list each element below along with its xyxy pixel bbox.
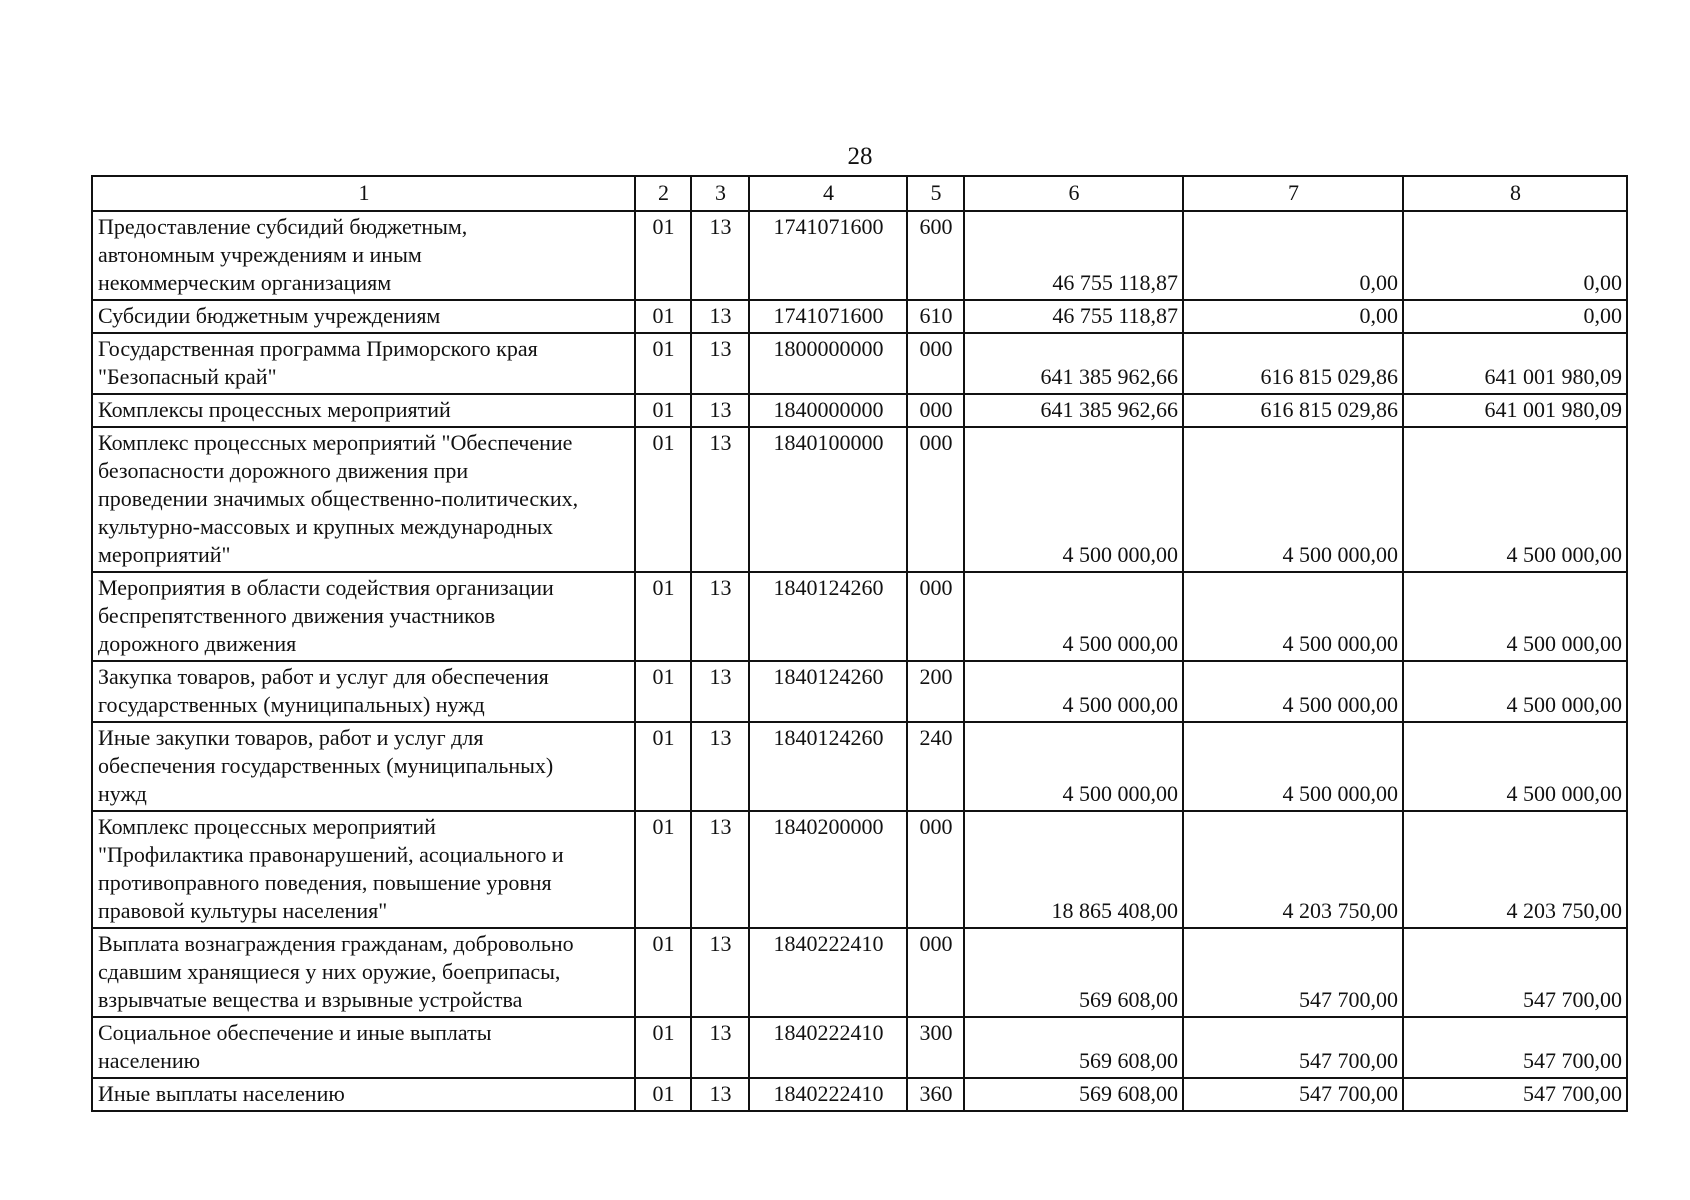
table-row xyxy=(92,722,1627,811)
target-article-cell: 1840000000 xyxy=(749,394,907,427)
header-cell: 4 xyxy=(749,176,907,211)
amount-col7-cell: 0,00 xyxy=(1183,211,1403,300)
amount-col7-cell: 4 500 000,00 xyxy=(1183,427,1403,572)
amount-col6-cell: 4 500 000,00 xyxy=(964,661,1183,722)
subsection-code-cell: 13 xyxy=(691,572,749,661)
table-header-row xyxy=(92,176,1627,211)
section-code-cell: 01 xyxy=(635,211,691,300)
expense-type-cell: 000 xyxy=(907,928,964,1017)
amount-col7-cell: 4 500 000,00 xyxy=(1183,722,1403,811)
target-article-cell: 1840222410 xyxy=(749,928,907,1017)
subsection-code-cell: 13 xyxy=(691,211,749,300)
subsection-code-cell: 13 xyxy=(691,394,749,427)
row-name-cell: Комплекс процессных мероприятий "Профилактика правонарушений, асоциального и противоправного поведения, повышение уровня правовой культуры населения" xyxy=(92,811,635,928)
expense-type-cell: 000 xyxy=(907,333,964,394)
subsection-code-cell: 13 xyxy=(691,427,749,572)
header-cell: 3 xyxy=(691,176,749,211)
header-cell: 7 xyxy=(1183,176,1403,211)
target-article-cell: 1741071600 xyxy=(749,300,907,333)
table-row xyxy=(92,811,1627,928)
section-code-cell: 01 xyxy=(635,811,691,928)
section-code-cell: 01 xyxy=(635,928,691,1017)
amount-col8-cell: 641 001 980,09 xyxy=(1403,333,1627,394)
row-name-cell: Субсидии бюджетным учреждениям xyxy=(92,300,635,333)
amount-col6-cell: 569 608,00 xyxy=(964,1078,1183,1111)
row-name-cell: Предоставление субсидий бюджетным, автономным учреждениям и иным некоммерческим организациям xyxy=(92,211,635,300)
table-row xyxy=(92,928,1627,1017)
subsection-code-cell: 13 xyxy=(691,928,749,1017)
row-name-cell: Закупка товаров, работ и услуг для обеспечения государственных (муниципальных) нужд xyxy=(92,661,635,722)
page-number: 28 xyxy=(847,143,873,170)
amount-col6-cell: 46 755 118,87 xyxy=(964,300,1183,333)
amount-col8-cell: 547 700,00 xyxy=(1403,928,1627,1017)
table-row xyxy=(92,572,1627,661)
expense-type-cell: 000 xyxy=(907,394,964,427)
expense-type-cell: 360 xyxy=(907,1078,964,1111)
table-row xyxy=(92,427,1627,572)
target-article-cell: 1840222410 xyxy=(749,1017,907,1078)
row-name-cell: Социальное обеспечение и иные выплаты населению xyxy=(92,1017,635,1078)
amount-col6-cell: 4 500 000,00 xyxy=(964,572,1183,661)
row-name-cell: Комплексы процессных мероприятий xyxy=(92,394,635,427)
subsection-code-cell: 13 xyxy=(691,1017,749,1078)
amount-col7-cell: 616 815 029,86 xyxy=(1183,394,1403,427)
target-article-cell: 1840200000 xyxy=(749,811,907,928)
amount-col8-cell: 641 001 980,09 xyxy=(1403,394,1627,427)
amount-col8-cell: 547 700,00 xyxy=(1403,1017,1627,1078)
section-code-cell: 01 xyxy=(635,427,691,572)
expense-type-cell: 000 xyxy=(907,427,964,572)
target-article-cell: 1840124260 xyxy=(749,661,907,722)
budget-table xyxy=(91,175,1628,1112)
amount-col8-cell: 0,00 xyxy=(1403,300,1627,333)
row-name-cell: Выплата вознаграждения гражданам, добровольно сдавшим хранящиеся у них оружие, боеприпасы, взрывчатые вещества и взрывные устройства xyxy=(92,928,635,1017)
subsection-code-cell: 13 xyxy=(691,722,749,811)
expense-type-cell: 600 xyxy=(907,211,964,300)
amount-col6-cell: 4 500 000,00 xyxy=(964,427,1183,572)
subsection-code-cell: 13 xyxy=(691,1078,749,1111)
amount-col7-cell: 547 700,00 xyxy=(1183,1017,1403,1078)
row-name-cell: Мероприятия в области содействия организации беспрепятственного движения участников дорожного движения xyxy=(92,572,635,661)
subsection-code-cell: 13 xyxy=(691,661,749,722)
expense-type-cell: 000 xyxy=(907,811,964,928)
target-article-cell: 1840124260 xyxy=(749,722,907,811)
amount-col8-cell: 0,00 xyxy=(1403,211,1627,300)
table-row xyxy=(92,333,1627,394)
target-article-cell: 1741071600 xyxy=(749,211,907,300)
subsection-code-cell: 13 xyxy=(691,811,749,928)
target-article-cell: 1840100000 xyxy=(749,427,907,572)
expense-type-cell: 240 xyxy=(907,722,964,811)
row-name-cell: Иные выплаты населению xyxy=(92,1078,635,1111)
table-row xyxy=(92,394,1627,427)
amount-col6-cell: 641 385 962,66 xyxy=(964,333,1183,394)
section-code-cell: 01 xyxy=(635,572,691,661)
section-code-cell: 01 xyxy=(635,1017,691,1078)
table-row xyxy=(92,1078,1627,1111)
section-code-cell: 01 xyxy=(635,300,691,333)
section-code-cell: 01 xyxy=(635,661,691,722)
target-article-cell: 1800000000 xyxy=(749,333,907,394)
table-row xyxy=(92,300,1627,333)
amount-col7-cell: 4 203 750,00 xyxy=(1183,811,1403,928)
amount-col8-cell: 4 500 000,00 xyxy=(1403,427,1627,572)
header-cell: 1 xyxy=(92,176,635,211)
amount-col6-cell: 18 865 408,00 xyxy=(964,811,1183,928)
amount-col7-cell: 616 815 029,86 xyxy=(1183,333,1403,394)
table-row xyxy=(92,1017,1627,1078)
header-cell: 5 xyxy=(907,176,964,211)
amount-col7-cell: 4 500 000,00 xyxy=(1183,661,1403,722)
amount-col6-cell: 46 755 118,87 xyxy=(964,211,1183,300)
section-code-cell: 01 xyxy=(635,333,691,394)
amount-col6-cell: 4 500 000,00 xyxy=(964,722,1183,811)
amount-col8-cell: 4 500 000,00 xyxy=(1403,661,1627,722)
amount-col7-cell: 4 500 000,00 xyxy=(1183,572,1403,661)
amount-col8-cell: 547 700,00 xyxy=(1403,1078,1627,1111)
expense-type-cell: 610 xyxy=(907,300,964,333)
amount-col8-cell: 4 500 000,00 xyxy=(1403,572,1627,661)
target-article-cell: 1840124260 xyxy=(749,572,907,661)
row-name-cell: Иные закупки товаров, работ и услуг для обеспечения государственных (муниципальных) нужд xyxy=(92,722,635,811)
header-cell: 8 xyxy=(1403,176,1627,211)
row-name-cell: Государственная программа Приморского края "Безопасный край" xyxy=(92,333,635,394)
row-name-cell: Комплекс процессных мероприятий "Обеспечение безопасности дорожного движения при проведении значимых общественно-политических, культурно-массовых и крупных международных мероприятий" xyxy=(92,427,635,572)
amount-col6-cell: 569 608,00 xyxy=(964,928,1183,1017)
section-code-cell: 01 xyxy=(635,394,691,427)
section-code-cell: 01 xyxy=(635,1078,691,1111)
target-article-cell: 1840222410 xyxy=(749,1078,907,1111)
amount-col8-cell: 4 500 000,00 xyxy=(1403,722,1627,811)
subsection-code-cell: 13 xyxy=(691,333,749,394)
amount-col6-cell: 569 608,00 xyxy=(964,1017,1183,1078)
amount-col7-cell: 0,00 xyxy=(1183,300,1403,333)
amount-col7-cell: 547 700,00 xyxy=(1183,1078,1403,1111)
amount-col6-cell: 641 385 962,66 xyxy=(964,394,1183,427)
expense-type-cell: 000 xyxy=(907,572,964,661)
section-code-cell: 01 xyxy=(635,722,691,811)
header-cell: 2 xyxy=(635,176,691,211)
header-cell: 6 xyxy=(964,176,1183,211)
expense-type-cell: 200 xyxy=(907,661,964,722)
amount-col8-cell: 4 203 750,00 xyxy=(1403,811,1627,928)
table-row xyxy=(92,211,1627,300)
expense-type-cell: 300 xyxy=(907,1017,964,1078)
amount-col7-cell: 547 700,00 xyxy=(1183,928,1403,1017)
table-row xyxy=(92,661,1627,722)
subsection-code-cell: 13 xyxy=(691,300,749,333)
